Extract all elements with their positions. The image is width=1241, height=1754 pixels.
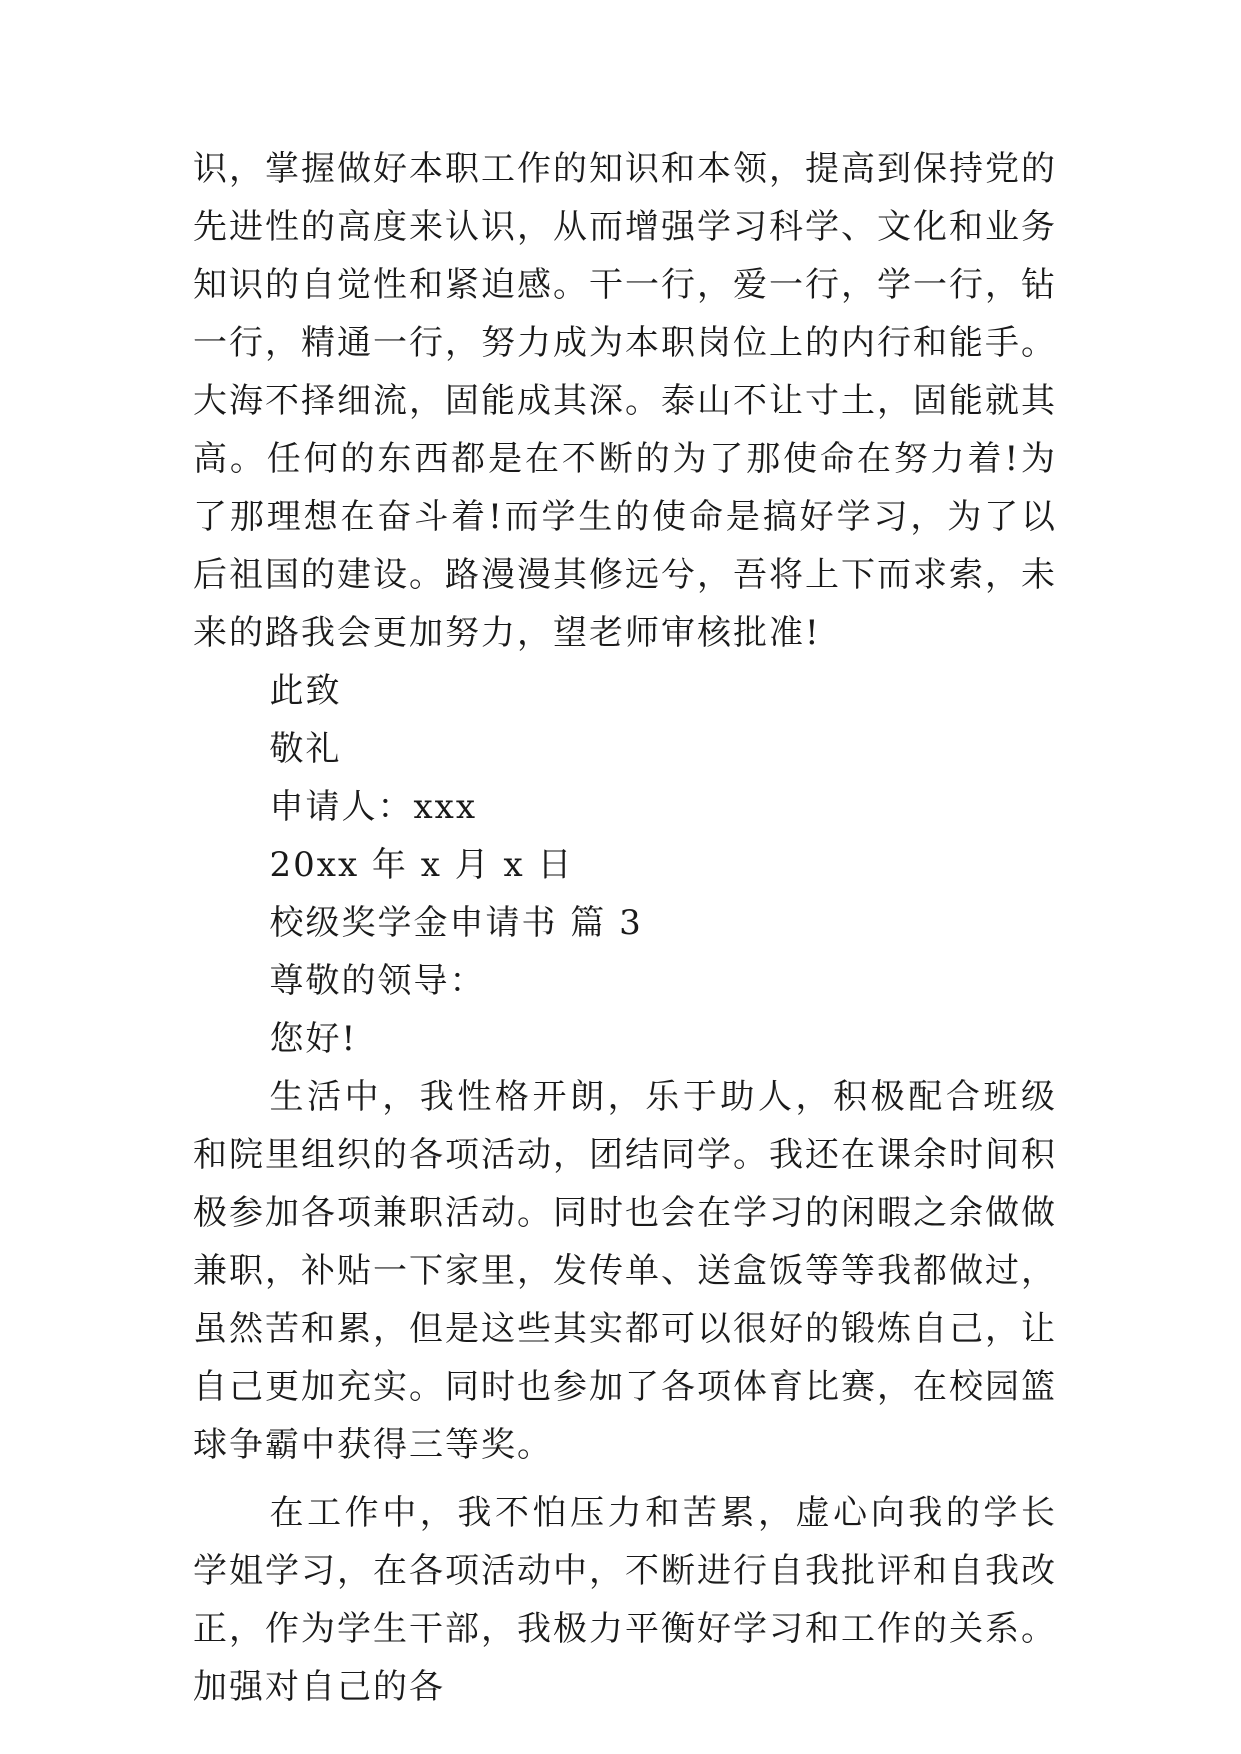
closing-line-2: 敬礼 bbox=[269, 729, 342, 769]
salutation-line: 尊敬的领导： bbox=[269, 961, 486, 1001]
paragraph-work: 在工作中，我不怕压力和苦累，虚心向我的学长学姐学习，在各项活动中，不断进行自我批评和自我改正，作为学生干部，我极力平衡好学习和工作的关系。加强对自己的各 bbox=[193, 1493, 1057, 1707]
section-title: 校级奖学金申请书 篇 3 bbox=[269, 903, 643, 943]
document-page bbox=[193, 140, 1057, 1716]
date-line: 20xx 年 x 月 x 日 bbox=[269, 845, 574, 885]
applicant-line: 申请人：xxx bbox=[269, 787, 478, 827]
paragraph-life: 生活中，我性格开朗，乐于助人，积极配合班级和院里组织的各项活动，团结同学。我还在课余时间积极参加各项兼职活动。同时也会在学习的闲暇之余做做兼职，补贴一下家里，发传单、送盒饭等等我都做过，虽然苦和累，但是这些其实都可以很好的锻炼自己，让自己更加充实。同时也参加了各项体育比赛，在校园篮球争霸中获得三等奖。 bbox=[193, 1077, 1057, 1465]
greeting-line: 您好! bbox=[269, 1019, 358, 1059]
closing-line-1: 此致 bbox=[269, 671, 342, 711]
continuation-paragraph: 识，掌握做好本职工作的知识和本领，提高到保持党的先进性的高度来认识，从而增强学习科学、文化和业务知识的自觉性和紧迫感。干一行，爱一行，学一行，钻一行，精通一行，努力成为本职岗位上的内行和能手。 大海不择细流，固能成其深。泰山不让寸土，固能就其高。任何的东西都是在不断的为了那使命在努力着!为了那理想在奋斗着!而学生的使命是搞好学习，为了以后祖国的建设。路漫漫其修远兮，吾将上下而求索，未来的路我会更加努力，望老师审核批准! bbox=[193, 149, 1057, 653]
